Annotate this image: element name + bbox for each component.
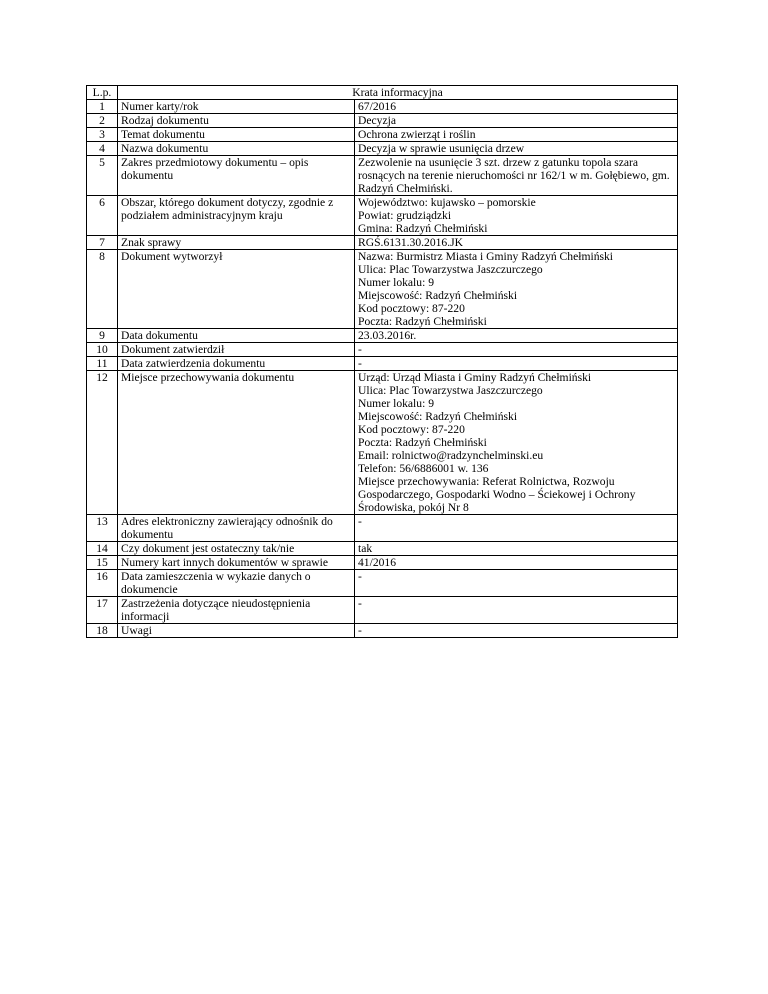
row-label: Obszar, którego dokument dotyczy, zgodnie z podziałem administracyjnym kraju	[118, 196, 355, 236]
row-label: Temat dokumentu	[118, 128, 355, 142]
row-number: 8	[87, 250, 118, 329]
row-number: 7	[87, 236, 118, 250]
row-label: Czy dokument jest ostateczny tak/nie	[118, 542, 355, 556]
row-number: 6	[87, 196, 118, 236]
row-label: Numer karty/rok	[118, 100, 355, 114]
row-value: -	[355, 597, 678, 624]
table-row	[87, 542, 678, 556]
row-number: 4	[87, 142, 118, 156]
table-row	[87, 196, 678, 236]
table-row	[87, 371, 678, 515]
row-label: Rodzaj dokumentu	[118, 114, 355, 128]
row-number: 9	[87, 329, 118, 343]
row-label: Adres elektroniczny zawierający odnośnik do dokumentu	[118, 515, 355, 542]
row-value: -	[355, 357, 678, 371]
row-value: -	[355, 570, 678, 597]
table-row	[87, 156, 678, 196]
row-number: 15	[87, 556, 118, 570]
table-row	[87, 236, 678, 250]
row-value: -	[355, 343, 678, 357]
row-value: 67/2016	[355, 100, 678, 114]
row-value: Decyzja	[355, 114, 678, 128]
row-number: 5	[87, 156, 118, 196]
table-row	[87, 624, 678, 638]
row-value: Zezwolenie na usunięcie 3 szt. drzew z gatunku topola szara rosnących na terenie nieruchomości nr 162/1 w m. Gołębiewo, gm. Radzyń Chełmiński.	[355, 156, 678, 196]
row-label: Data zatwierdzenia dokumentu	[118, 357, 355, 371]
table-row	[87, 114, 678, 128]
row-number: 14	[87, 542, 118, 556]
row-value: 41/2016	[355, 556, 678, 570]
row-label: Dokument zatwierdził	[118, 343, 355, 357]
header-title: Krata informacyjna	[118, 86, 678, 100]
row-number: 11	[87, 357, 118, 371]
table-row	[87, 597, 678, 624]
table-row	[87, 128, 678, 142]
header-row	[87, 86, 678, 100]
table-row	[87, 515, 678, 542]
row-value: Urząd: Urząd Miasta i Gminy Radzyń Chełmiński Ulica: Plac Towarzystwa Jaszczurczego Numer lokalu: 9 Miejscowość: Radzyń Chełmiński Kod pocztowy: 87-220 Poczta: Radzyń Chełmiński Email: rolnictwo@radzynchelminski.eu Telefon: 56/6886001 w. 136 Miejsce przechowywania: Referat Rolnictwa, Rozwoju Gospodarczego, Gospodarki Wodno – Ściekowej i Ochrony Środowiska, pokój Nr 8	[355, 371, 678, 515]
table-row	[87, 142, 678, 156]
table-row	[87, 357, 678, 371]
row-value: Ochrona zwierząt i roślin	[355, 128, 678, 142]
row-value: Nazwa: Burmistrz Miasta i Gminy Radzyń Chełmiński Ulica: Plac Towarzystwa Jaszczurczego Numer lokalu: 9 Miejscowość: Radzyń Chełmiński Kod pocztowy: 87-220 Poczta: Radzyń Chełmiński	[355, 250, 678, 329]
row-label: Miejsce przechowywania dokumentu	[118, 371, 355, 515]
table-row	[87, 100, 678, 114]
row-number: 18	[87, 624, 118, 638]
row-label: Nazwa dokumentu	[118, 142, 355, 156]
row-number: 17	[87, 597, 118, 624]
card-table-body	[87, 86, 678, 638]
row-number: 2	[87, 114, 118, 128]
header-lp: L.p.	[87, 86, 118, 100]
row-value: -	[355, 624, 678, 638]
table-row	[87, 329, 678, 343]
row-label: Znak sprawy	[118, 236, 355, 250]
table-row	[87, 343, 678, 357]
row-label: Numery kart innych dokumentów w sprawie	[118, 556, 355, 570]
row-value: Decyzja w sprawie usunięcia drzew	[355, 142, 678, 156]
row-number: 1	[87, 100, 118, 114]
row-value: RGŚ.6131.30.2016.JK	[355, 236, 678, 250]
row-label: Zakres przedmiotowy dokumentu – opis dokumentu	[118, 156, 355, 196]
row-label: Data zamieszczenia w wykazie danych o dokumencie	[118, 570, 355, 597]
row-value: Województwo: kujawsko – pomorskie Powiat: grudziądzki Gmina: Radzyń Chełmiński	[355, 196, 678, 236]
row-label: Data dokumentu	[118, 329, 355, 343]
row-number: 10	[87, 343, 118, 357]
table-row	[87, 570, 678, 597]
row-number: 16	[87, 570, 118, 597]
row-number: 12	[87, 371, 118, 515]
row-label: Dokument wytworzył	[118, 250, 355, 329]
row-label: Uwagi	[118, 624, 355, 638]
information-card-table	[86, 85, 678, 638]
table-row	[87, 250, 678, 329]
row-value: -	[355, 515, 678, 542]
row-number: 13	[87, 515, 118, 542]
row-value: tak	[355, 542, 678, 556]
row-number: 3	[87, 128, 118, 142]
row-label: Zastrzeżenia dotyczące nieudostępnienia informacji	[118, 597, 355, 624]
row-value: 23.03.2016r.	[355, 329, 678, 343]
table-row	[87, 556, 678, 570]
